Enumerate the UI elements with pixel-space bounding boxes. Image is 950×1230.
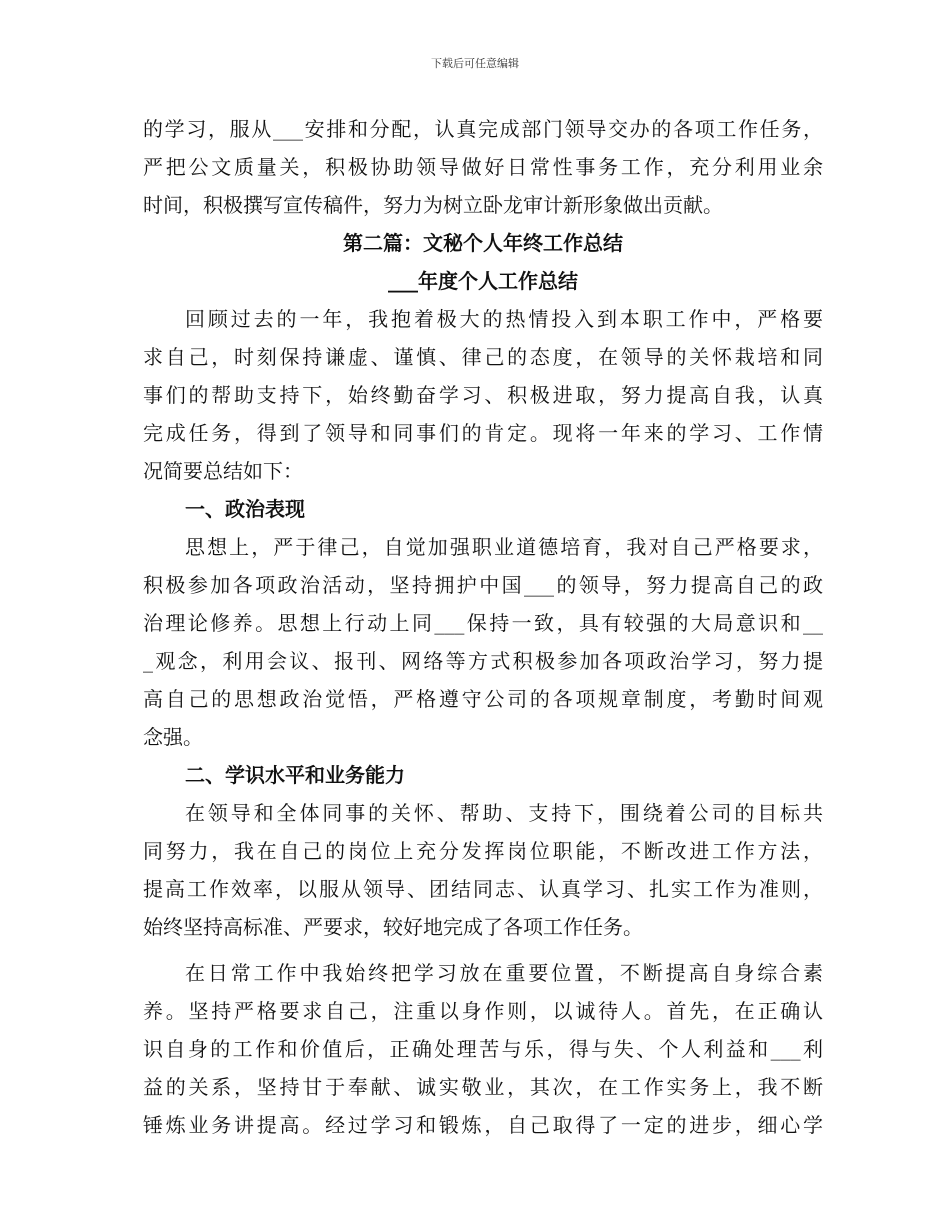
text-line: 始终坚持高标准、严要求，较好地完成了各项工作任务。 xyxy=(143,915,643,939)
paragraph-first-line: 在领导和全体同事的关怀、帮助、支持下，围绕着公司的目标共 xyxy=(185,801,823,825)
text-line: 提高工作效率，以服从领导、团结同志、认真学习、扎实工作为准则， xyxy=(143,877,823,901)
text-line: 时间，积极撰写宣传稿件，努力为树立卧龙审计新形象做出贡献。 xyxy=(143,193,723,217)
paragraph-first-line: 在日常工作中我始终把学习放在重要位置，不断提高自身综合素 xyxy=(185,961,823,985)
text-line: 治理论修养。思想上行动上同___保持一致，具有较强的大局意识和__ xyxy=(143,611,823,635)
text-line: 严把公文质量关，积极协助领导做好日常性事务工作，充分利用业余 xyxy=(143,155,823,179)
text-line: 积极参加各项政治活动，坚持拥护中国___的领导，努力提高自己的政 xyxy=(143,573,823,597)
paragraph-gap xyxy=(143,946,823,954)
text-line: 益的关系，坚持甘于奉献、诚实敬业，其次，在工作实务上，我不断 xyxy=(143,1075,823,1099)
text-line: 完成任务，得到了领导和同事们的肯定。现将一年来的学习、工作情 xyxy=(143,421,823,445)
document-body xyxy=(143,110,823,1144)
header-note: 下载后可任意编辑 xyxy=(431,57,519,70)
section-title: ___年度个人工作总结 xyxy=(388,269,578,293)
text-line: 识自身的工作和价值后，正确处理苦与乐，得与失、个人利益和___利 xyxy=(143,1037,823,1061)
text-line: _观念，利用会议、报刊、网络等方式积极参加各项政治学习，努力提 xyxy=(143,649,823,673)
text-line: 高自己的思想政治觉悟，严格遵守公司的各项规章制度，考勤时间观 xyxy=(143,687,823,711)
text-line: 同努力，我在自己的岗位上充分发挥岗位职能，不断改进工作方法， xyxy=(143,839,823,863)
text-line: 锤炼业务讲提高。经过学习和锻炼，自己取得了一定的进步，细心学 xyxy=(143,1113,823,1137)
text-line: 念强。 xyxy=(143,725,203,749)
text-line: 养。坚持严格要求自己，注重以身作则，以诚待人。首先，在正确认 xyxy=(143,999,823,1023)
section-heading: 一、政治表现 xyxy=(185,497,305,521)
text-line: 事们的帮助支持下，始终勤奋学习、积极进取，努力提高自我，认真 xyxy=(143,383,823,407)
text-line: 况简要总结如下： xyxy=(143,459,303,483)
section-heading: 二、学识水平和业务能力 xyxy=(185,763,405,787)
paragraph-first-line: 回顾过去的一年，我抱着极大的热情投入到本职工作中，严格要 xyxy=(185,307,823,331)
section-title: 第二篇：文秘个人年终工作总结 xyxy=(343,231,623,255)
paragraph-first-line: 思想上，严于律己，自觉加强职业道德培育，我对自己严格要求， xyxy=(185,535,823,559)
text-line: 的学习，服从___安排和分配，认真完成部门领导交办的各项工作任务， xyxy=(143,117,823,141)
text-line: 求自己，时刻保持谦虚、谨慎、律己的态度，在领导的关怀栽培和同 xyxy=(143,345,823,369)
